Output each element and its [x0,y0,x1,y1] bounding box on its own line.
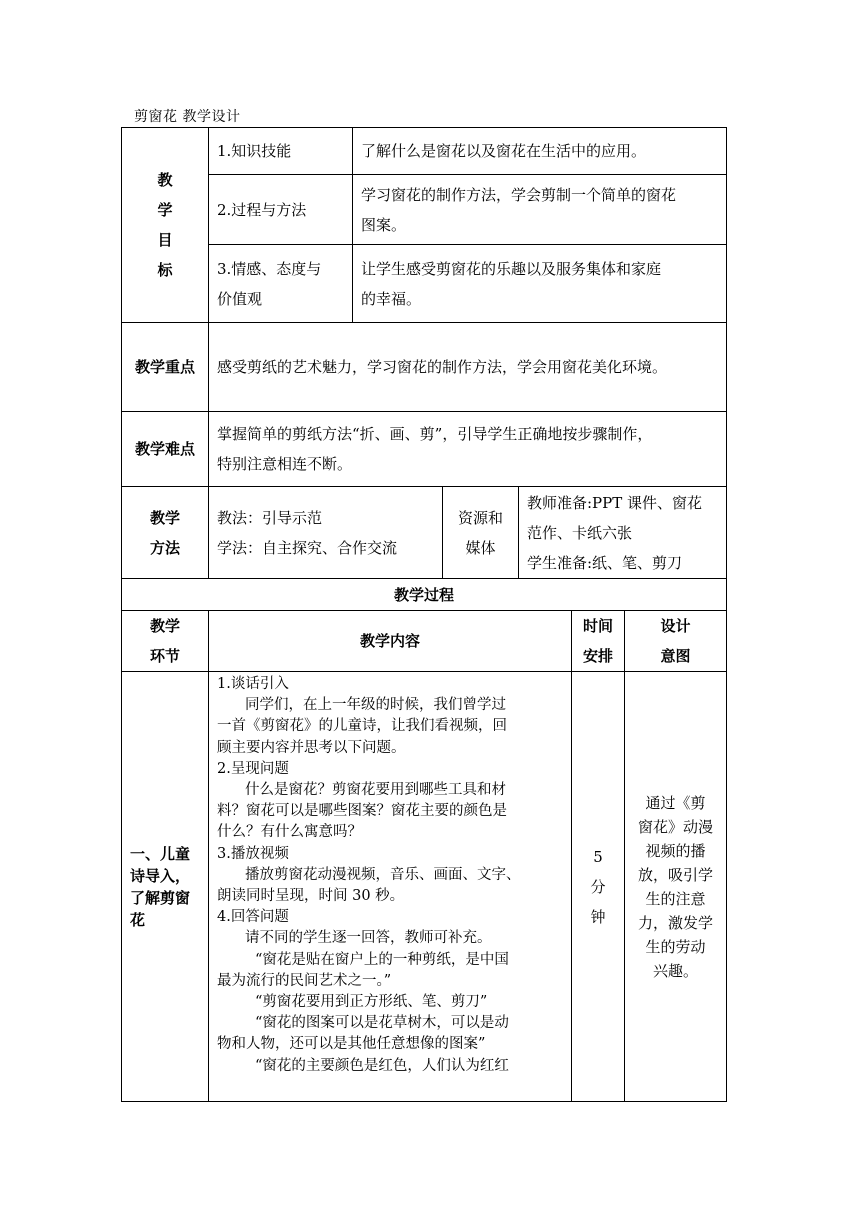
objective-name: 3.情感、态度与 价值观 [209,245,353,323]
content-line: 最为流行的民间艺术之一。” [217,972,392,989]
content-line: “窗花的图案可以是花草树木，可以是动 [255,1015,509,1032]
methods-text: 教法：引导示范 学法：自主探究、合作交流 [209,487,443,579]
stage-name: 一、儿童 诗导入， 了解剪窗 花 [122,672,209,1102]
content-line: 什么？有什么寓意吗？ [217,824,362,841]
content-line: 播放剪窗花动漫视频，音乐、画面、文字、 [245,866,521,883]
objective-desc: 让学生感受剪窗花的乐趣以及服务集体和家庭 的幸福。 [353,245,727,323]
content-step-heading: 4.回答问题 [217,909,289,926]
process-table [121,578,727,1102]
content-step-heading: 3.播放视频 [217,845,289,862]
content-line: 物和人物，还可以是其他任意想像的图案” [217,1036,486,1053]
objective-desc: 了解什么是窗花以及窗花在生活中的应用。 [353,128,727,175]
difficulties-label: 教学难点 [122,412,209,487]
key-points-label: 教学重点 [122,323,209,412]
resources-text: 教师准备:PPT 课件、窗花 范作、卡纸六张 学生准备:纸、笔、剪刀 [519,487,727,579]
process-title: 教学过程 [122,579,727,611]
content-line: 料？窗花可以是哪些图案？窗花主要的颜色是 [217,803,507,820]
objectives-label: 教 学 目 标 [122,128,209,323]
header-time: 时间 安排 [572,611,625,672]
methods-label: 教学 方法 [122,487,209,579]
objective-name: 1.知识技能 [209,128,353,175]
objective-name: 2.过程与方法 [209,175,353,245]
content-line: 一首《剪窗花》的儿童诗，让我们看视频，回 [217,718,507,735]
resources-label: 资源和 媒体 [443,487,519,579]
content-line: “剪窗花要用到正方形纸、笔、剪刀” [255,994,488,1011]
header-intent: 设计 意图 [625,611,727,672]
content-line: 同学们，在上一年级的时候，我们曾学过 [245,697,506,714]
key-points-text: 感受剪纸的艺术魅力，学习窗花的制作方法，学会用窗花美化环境。 [209,323,727,412]
content-line: “窗花是贴在窗户上的一种剪纸，是中国 [255,951,509,968]
content-line: 什么是窗花？剪窗花要用到哪些工具和材 [245,782,506,799]
stage-intent: 通过《剪 窗花》动漫 视频的播 放，吸引学 生的注意 力，激发学 生的劳动 兴趣。 [625,672,727,1102]
header-content: 教学内容 [209,611,572,672]
difficulties-text: 掌握简单的剪纸方法“折、画、剪”，引导学生正确地按步骤制作， 特别注意相连不断。 [209,412,727,487]
stage-time: 5 分 钟 [572,672,625,1102]
content-line: “窗花的主要颜色是红色，人们认为红红 [255,1057,509,1074]
lesson-design-table [121,127,727,579]
document-title: 剪窗花 教学设计 [134,109,241,125]
objective-desc: 学习窗花的制作方法，学会剪制一个简单的窗花 图案。 [353,175,727,245]
content-line: 请不同的学生逐一回答，教师可补充。 [245,930,492,947]
content-step-heading: 1.谈话引入 [217,676,289,692]
content-line: 朗读同时呈现，时间 30 秒。 [217,888,405,905]
header-stage: 教学 环节 [122,611,209,672]
stage-content [209,672,572,1102]
content-step-heading: 2.呈现问题 [217,760,289,777]
content-line: 顾主要内容并思考以下问题。 [217,739,406,756]
